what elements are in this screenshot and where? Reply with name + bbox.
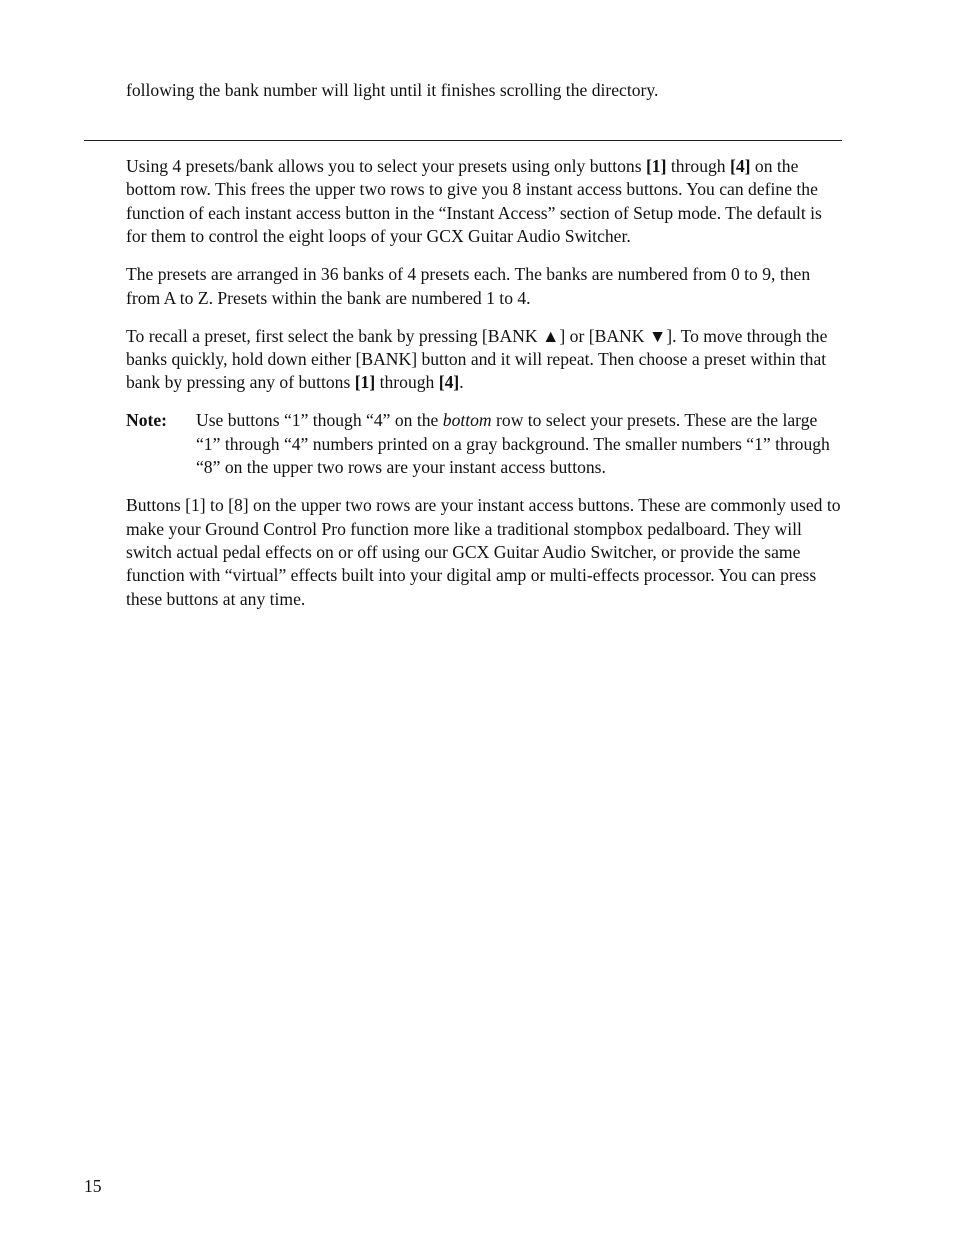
p1-text-3: on the bottom row. This frees the upper two rows to give you 8 instant access buttons. You can define the function of each instant access button in the “Instant Access” section of Setup mode. The default is for them to control the eight loops of your GCX Guitar Audio Switcher. [126,156,822,247]
intro-line: following the bank number will light until it finishes scrolling the directory. [126,80,659,100]
p3-text-2: through [375,372,439,393]
note-text [196,409,842,479]
p1-text-2: through [666,156,730,176]
paragraph-recall-preset [126,325,842,395]
note-label: Note: [126,410,168,431]
p3-text-3: . [459,372,464,393]
p3-bold-button-1: [1] [354,372,376,393]
paragraph-bank-arrangement: The presets are arranged in 36 banks of 4 presets each. The banks are numbered from 0 to 9, then from A to Z. Presets within the bank are numbered 1 to 4. [126,264,811,308]
p3-bold-button-4: [4] [438,372,460,393]
page-number: 15 [84,1176,102,1196]
note-text-1: Use buttons “1” though “4” on the [196,410,443,431]
note-text-2: row to select your presets. These are the large “1” through “4” numbers printed on a gray background. The smaller numbers “1” through “8” on the upper two rows are your instant access buttons. [196,410,830,478]
paragraph-4-presets-per-bank [126,155,842,249]
note-block [126,409,842,479]
body-text [126,155,842,626]
paragraph-instant-access: Buttons [1] to [8] on the upper two rows are your instant access buttons. These are commonly used to make your Ground Control Pro function more like a traditional stompbox pedalboard. They will switch actual pedal effects on or off using our GCX Guitar Audio Switcher, or provide the same function with “virtual” effects built into your digital amp or multi-effects processor. You can press these buttons at any time. [126,495,841,609]
p3-text-1: To recall a preset, first select the bank by pressing [BANK ▲] or [BANK ▼]. To move through the banks quickly, hold down either [BANK] button and it will repeat. Then choose a preset within that bank by pressing any of buttons [126,325,828,393]
p1-text-1: Using 4 presets/bank allows you to select your presets using only buttons [126,156,646,176]
p1-bold-button-4: [4] [729,156,751,176]
note-italic-bottom: bottom [442,410,492,431]
section-divider [84,140,842,141]
p1-bold-button-1: [1] [645,156,667,176]
